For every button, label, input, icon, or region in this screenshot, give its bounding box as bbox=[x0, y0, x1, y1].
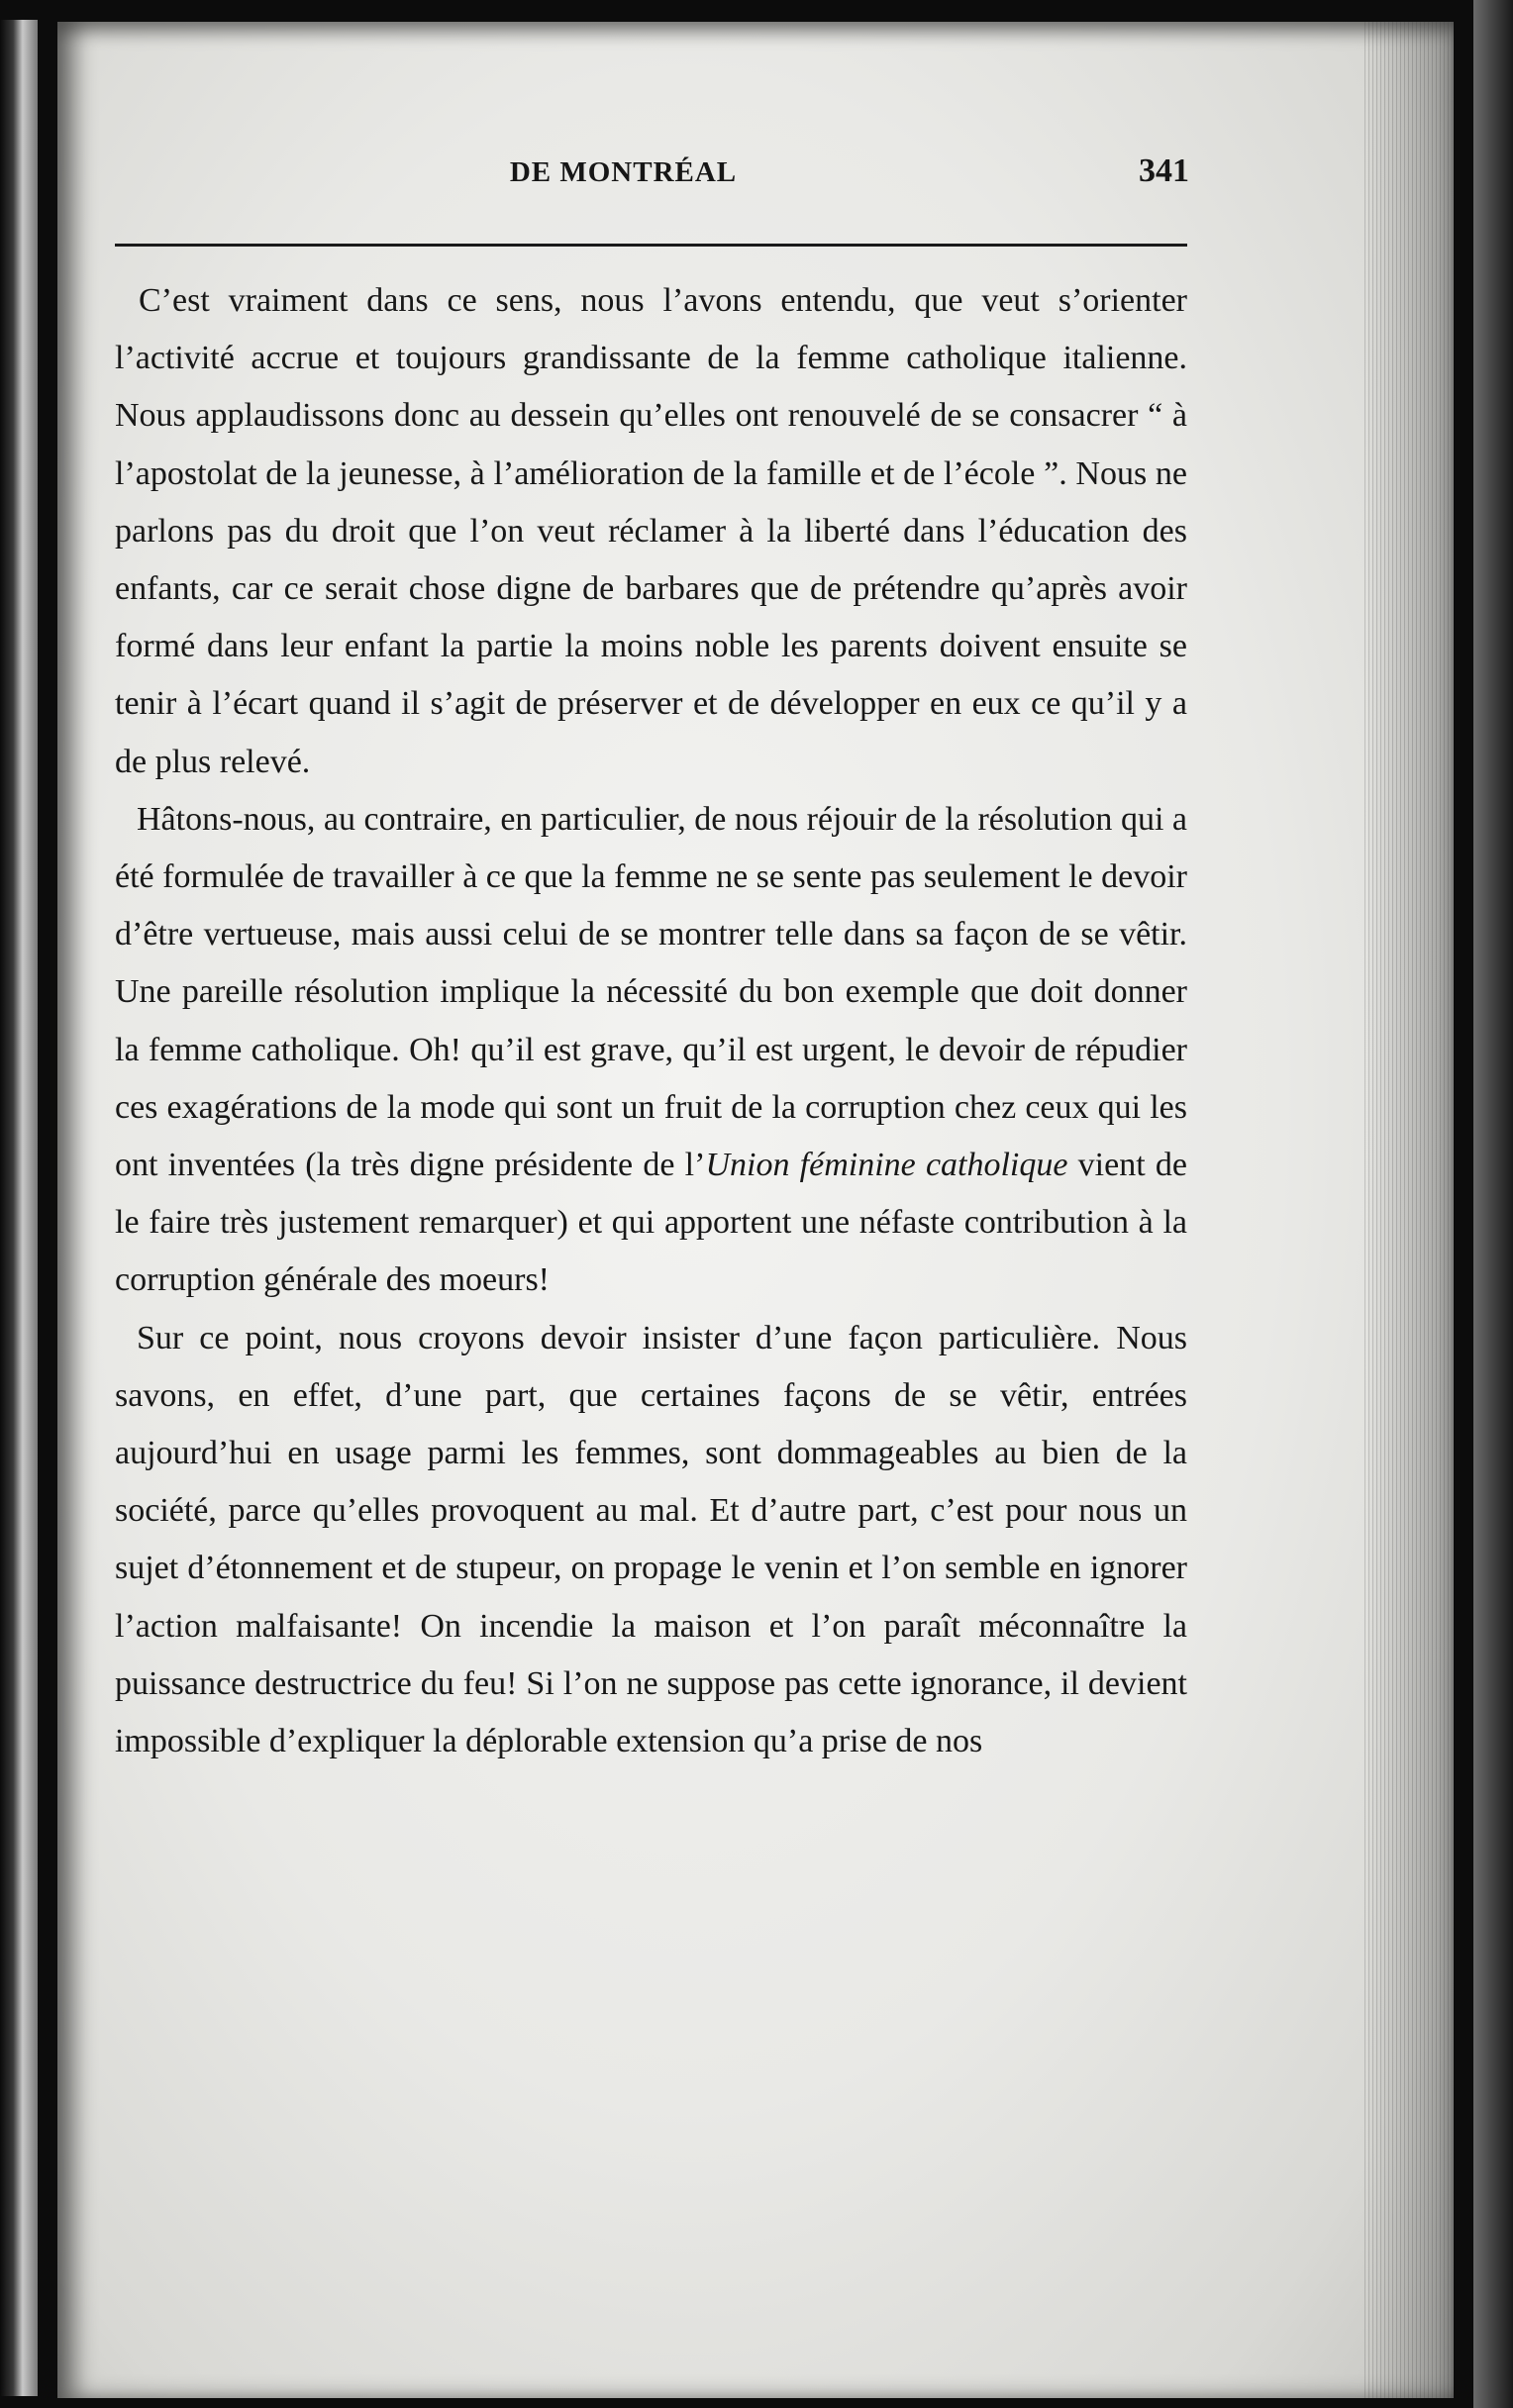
header-rule bbox=[115, 244, 1187, 247]
page-number: 341 bbox=[1139, 152, 1189, 189]
paragraph-3: Sur ce point, nous croyons devoir insister d’une façon particulière. Nous savons, en effet, d’une part, que certaines façons de se vêtir, entrées aujourd’hui en usage parmi les femmes, sont dommageables au bien de la société, parce qu’elles provoquent au mal. Et d’autre part, c’est pour nous un sujet d’étonnement et de stupeur, on propage le venin et l’on semble en ignorer l’action malfaisante! On incendie la maison et l’on paraît méconnaître la puissance destructrice du feu! Si l’on ne suppose pas cette ignorance, il devient impossible d’expliquer la déplorable extension qu’a prise de nos bbox=[115, 1319, 1187, 1760]
paragraph-2 bbox=[115, 791, 1187, 1310]
previous-page-edge bbox=[0, 20, 38, 2396]
page-edges-texture bbox=[1364, 22, 1454, 2398]
running-title: DE MONTRÉAL bbox=[509, 156, 738, 188]
paragraph-2-italic-title: Union féminine catholique bbox=[705, 1147, 1068, 1184]
paragraph-1: C’est vraiment dans ce sens, nous l’avons entendu, que veut s’orienter l’activité accrue et toujours grandissante de la femme catholique italienne. Nous applaudissons donc au dessein qu’elles ont renouvelé de se consacrer “ à l’apostolat de la jeunesse, à l’amélioration de la famille et de l’école ”. Nous ne parlons pas du droit que l’on veut réclamer à la liberté dans l’éducation des enfants, car ce serait chose digne de barbares que de prétendre qu’après avoir formé dans leur enfant la partie la moins noble les parents doivent ensuite se tenir à l’écart quand il s’agit de préserver et de développer en eux ce qu’il y a de plus relevé. bbox=[115, 282, 1187, 780]
paragraph-2-text-end: vient de le faire très justement remarquer) et qui apportent une néfaste contribution à la corruption générale des moeurs! bbox=[115, 1147, 1187, 1299]
body-text bbox=[115, 272, 1187, 1770]
paragraph-2-text-start: Hâtons-nous, au contraire, en particulier, de nous réjouir de la résolution qui a été formulée de travailler à ce que la femme ne se sente pas seulement le devoir d’être vertueuse, mais aussi celui de se montrer telle dans sa façon de se vêtir. Une pareille résolution implique la nécessité du bon exemple que doit donner la femme catholique. Oh! qu’il est grave, qu’il est urgent, le devoir de répudier ces exagérations de la mode qui sont un fruit de la corruption chez ceux qui les ont inventées (la très digne présidente de l’ bbox=[115, 800, 1187, 1184]
page-header bbox=[57, 152, 1189, 216]
book-edge-shadow bbox=[1473, 0, 1513, 2408]
